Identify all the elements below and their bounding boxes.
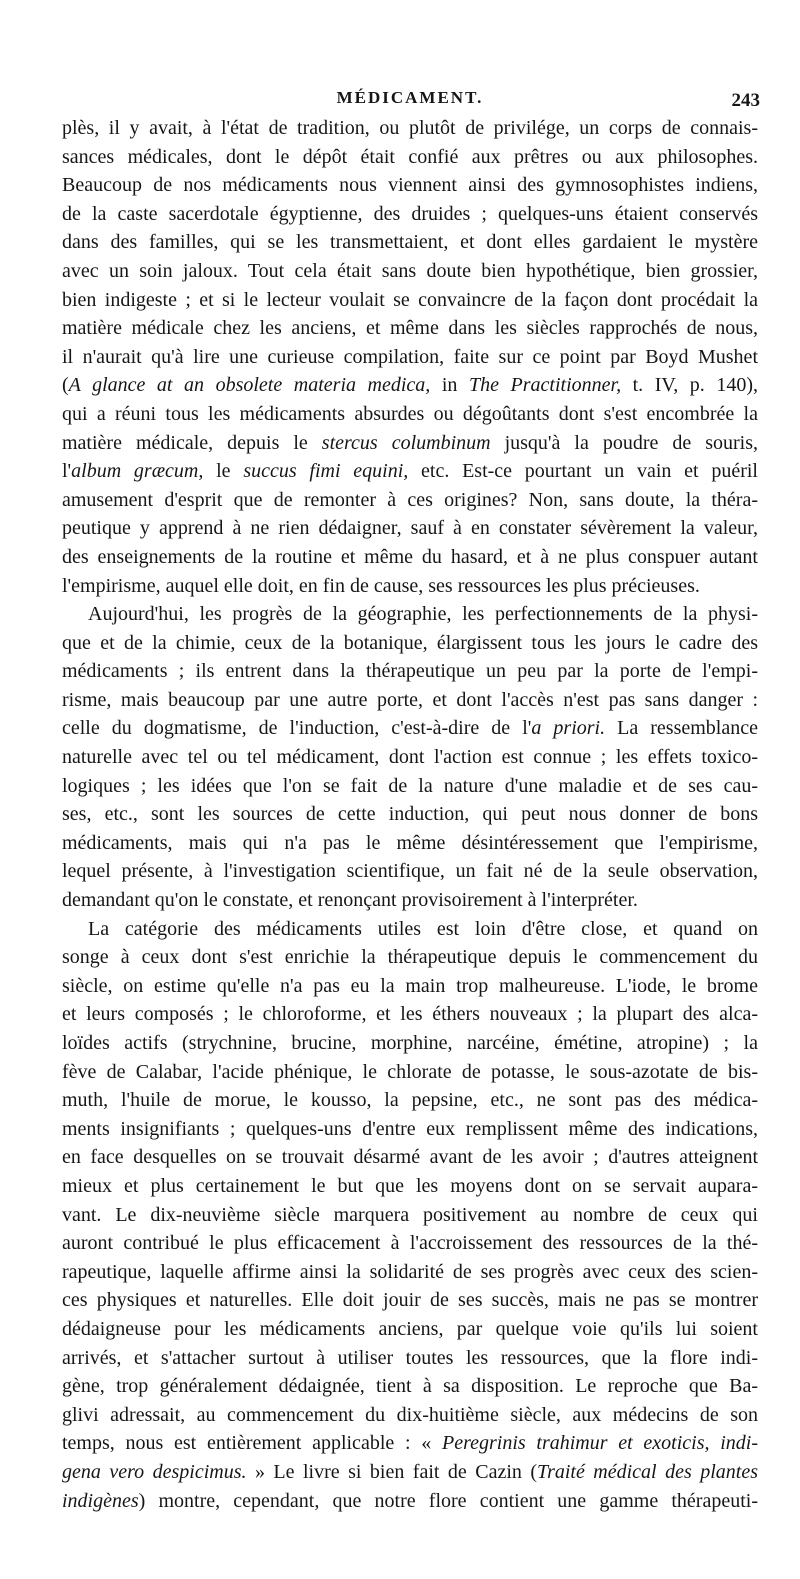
text-line: bien indigeste ; et si le lecteur voulait se convaincre de la façon dont procédait la	[62, 288, 758, 311]
text-line: loïdes actifs (strychnine, brucine, morphine, narcéine, émétine, atropine) ; la	[62, 1032, 758, 1054]
italic-title: Traité médical des plantes	[537, 1460, 758, 1483]
text-line: l'album græcum, le succus fimi equini, etc. Est-ce pourtant un vain et puéril	[62, 460, 758, 483]
text-line: que et de la chimie, ceux de la botanique, élargissent tous les jours le cadre des	[62, 631, 758, 654]
text-line: temps, nous est entièrement applicable : « Peregrinis trahimur et exoticis, indi-	[62, 1432, 758, 1455]
text-line: matière médicale, depuis le stercus columbinum jusqu'à la poudre de souris,	[62, 431, 758, 454]
text-line: peutique y apprend à ne rien dédaigner, sauf à en constater sévèrement la valeur,	[62, 517, 758, 540]
text-line: (A glance at an obsolete materia medica, in The Practitionner, t. IV, p. 140),	[62, 374, 758, 397]
italic-quote: Peregrinis trahimur et exoticis, indi-	[441, 1432, 758, 1455]
text-line: demandant qu'on le constate, et renonçant provisoirement à l'interpréter.	[62, 889, 638, 912]
paragraph-start-line: La catégorie des médicaments utiles est loin d'être close, et quand on	[88, 917, 758, 940]
text-line: qui a réuni tous les médicaments absurdes ou dégoûtants dont s'est encombrée la	[62, 402, 758, 425]
text-line: dans des familles, qui se les transmettaient, et dont elles gardaient le mystère	[62, 231, 758, 254]
text-line: ces physiques et naturelles. Elle doit jouir de ses succès, mais ne pas se montrer	[62, 1289, 758, 1312]
text-line: siècle, on estime qu'elle n'a pas eu la main trop malheureuse. L'iode, le brome	[62, 974, 758, 997]
text-line: naturelle avec tel ou tel médicament, dont l'action est connue ; les effets toxico-	[62, 746, 758, 769]
text-line: matière médicale chez les anciens, et même dans les siècles rapprochés de nous,	[62, 317, 758, 340]
text-line: arrivés, et s'attacher surtout à utiliser toutes les ressources, que la flore indi-	[62, 1346, 758, 1369]
text-line: médicaments, mais qui n'a pas le même désintéressement que l'empirisme,	[62, 831, 758, 854]
text-line: gena vero despicimus. » Le livre si bien fait de Cazin (Traité médical des plantes	[62, 1460, 758, 1483]
text-line: plès, il y avait, à l'état de tradition, ou plutôt de privilége, un corps de connais-	[62, 117, 758, 139]
text-line: de la caste sacerdotale égyptienne, des druides ; quelques-uns étaient conservés	[62, 202, 758, 225]
text-line: il n'aurait qu'à lire une curieuse compilation, faite sur ce point par Boyd Mushet	[62, 345, 758, 368]
running-title: MÉDICAMENT.	[336, 88, 484, 107]
italic-term: a priori.	[531, 717, 606, 740]
text-line: songe à ceux dont s'est enrichie la thérapeutique depuis le commencement du	[62, 946, 758, 969]
text-line: indigènes) montre, cependant, que notre flore contient une gamme thérapeuti-	[62, 1489, 758, 1512]
italic-term: succus fimi equini,	[243, 460, 409, 483]
text-line: sances médicales, dont le dépôt était confié aux prêtres ou aux philosophes.	[62, 145, 758, 168]
text-line: muth, l'huile de morue, le kousso, la pepsine, etc., ne sont pas des médica-	[62, 1089, 758, 1112]
text-line: fève de Calabar, l'acide phénique, le chlorate de potasse, le sous-azotate de bis-	[62, 1060, 758, 1083]
text-line: mieux et plus certainement le but que les moyens dont on se servait aupara-	[62, 1174, 758, 1197]
text-line: en face desquelles on se trouvait désarmé avant de les avoir ; d'autres atteignent	[62, 1146, 758, 1169]
text-line: risme, mais beaucoup par une autre porte, et dont l'accès n'est pas sans danger :	[62, 688, 758, 711]
page-number: 243	[731, 90, 760, 111]
text-line: des enseignements de la routine et même du hasard, et à ne plus conspuer autant	[62, 545, 758, 568]
italic-quote: gena vero despicimus.	[62, 1460, 247, 1483]
paragraph-start-line: Aujourd'hui, les progrès de la géographie, les perfectionnements de la physi-	[88, 603, 758, 626]
text-line: et leurs composés ; le chloroforme, et les éthers nouveaux ; la plupart des alca-	[62, 1003, 758, 1026]
text-line: celle du dogmatisme, de l'induction, c'est-à-dire de l'a priori. La ressemblance	[62, 717, 758, 740]
text-line: ments insignifiants ; quelques-uns d'entre eux remplissent même des indications,	[62, 1117, 758, 1140]
text-line: vant. Le dix-neuvième siècle marquera positivement au nombre de ceux qui	[62, 1203, 758, 1226]
text-line: rapeutique, laquelle affirme ainsi la solidarité de ses progrès avec ceux des scien-	[62, 1260, 758, 1283]
text-line: ses, etc., sont les sources de cette induction, qui peut nous donner de bons	[62, 803, 758, 826]
text-line: glivi adressait, au commencement du dix-huitième siècle, aux médecins de son	[62, 1403, 758, 1426]
text-line: médicaments ; ils entrent dans la thérapeutique un peu par la porte de l'empi-	[62, 660, 758, 683]
text-line: dédaigneuse pour les médicaments anciens, par quelque voie qu'ils lui soient	[62, 1317, 758, 1340]
text-line: logiques ; les idées que l'on se fait de la nature d'une maladie et de ses cau-	[62, 774, 758, 797]
text-line: auront contribué le plus efficacement à l'accroissement des ressources de la thé-	[62, 1232, 758, 1255]
text-line: Beaucoup de nos médicaments nous viennent ainsi des gymnosophistes indiens,	[62, 174, 758, 197]
body-text	[62, 114, 758, 1515]
text-line: gène, trop généralement dédaignée, tient à sa disposition. Le reproche que Ba-	[62, 1375, 758, 1398]
italic-title: The Practitionner,	[468, 374, 622, 397]
text-line: amusement d'esprit que de remonter à ces origines? Non, sans doute, la théra-	[62, 488, 758, 511]
text-line: l'empirisme, auquel elle doit, en fin de cause, ses ressources les plus précieuses.	[62, 574, 700, 597]
italic-title: A glance at an obsolete materia medica,	[68, 374, 431, 397]
text-line: avec un soin jaloux. Tout cela était sans doute bien hypothétique, bien grossier,	[62, 259, 758, 282]
italic-title: indigènes	[62, 1489, 139, 1512]
text-line: lequel présente, à l'investigation scientifique, un fait né de la seule observation,	[62, 860, 758, 883]
italic-term: album græcum,	[71, 460, 204, 483]
italic-term: stercus columbinum	[321, 431, 491, 454]
running-head	[60, 88, 760, 116]
